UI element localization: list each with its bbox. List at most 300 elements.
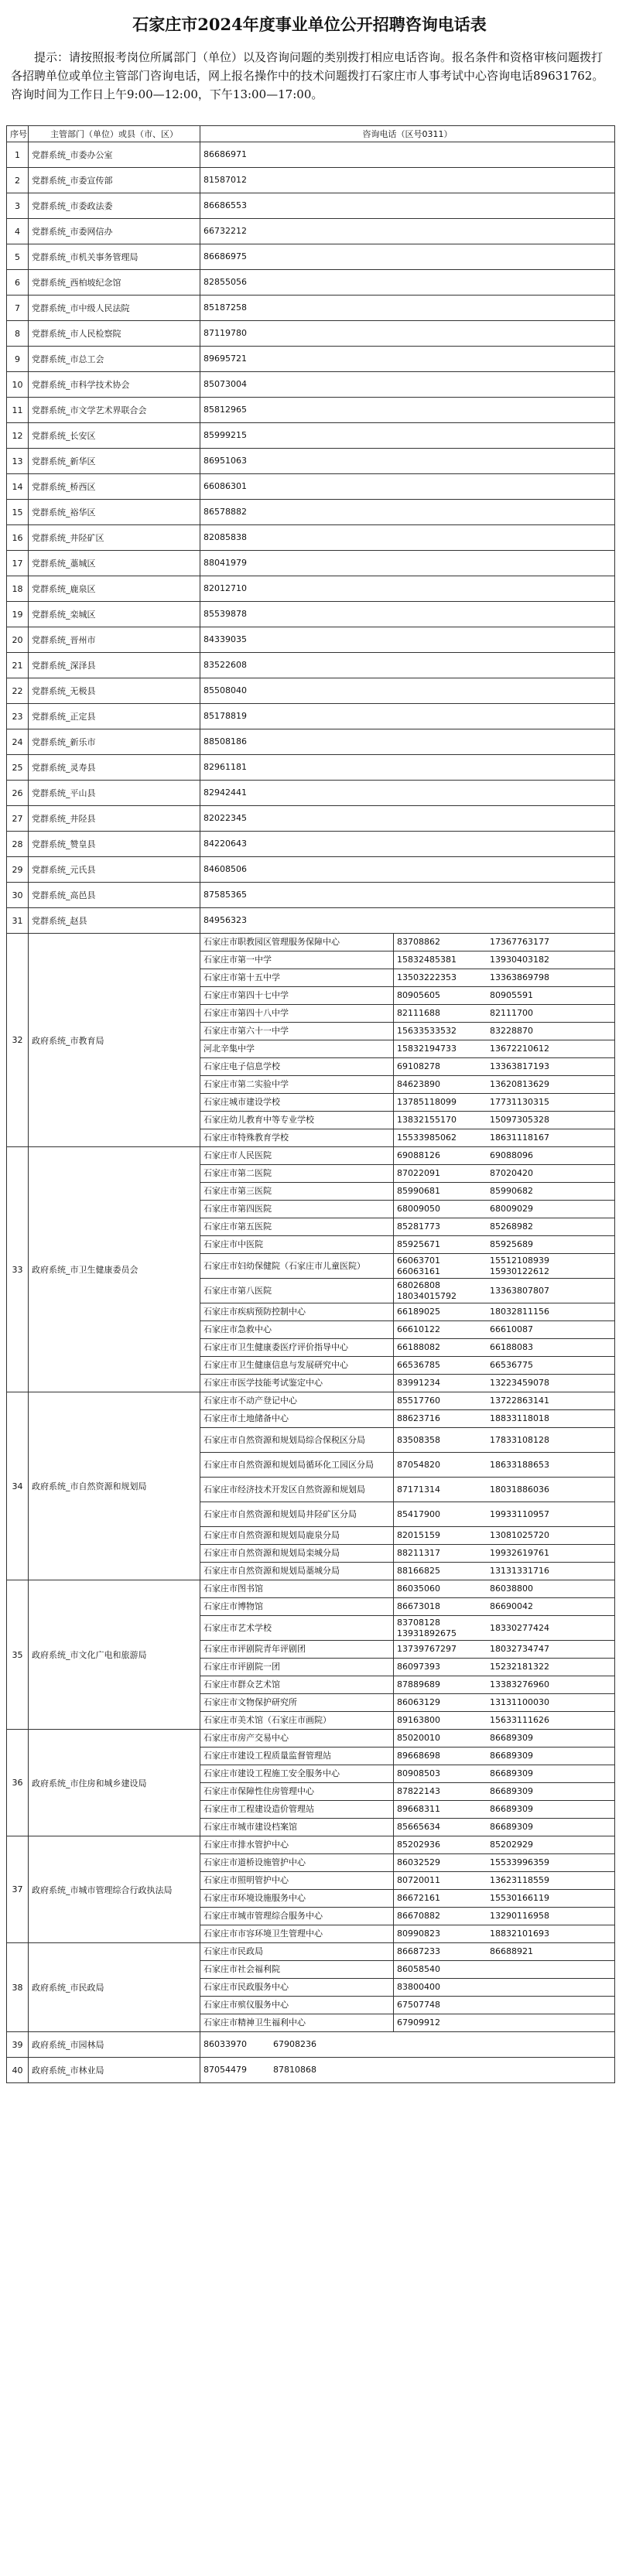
phone-secondary: 67908236 <box>273 2039 316 2049</box>
phone-primary: 87822143 <box>397 1786 440 1796</box>
row-phone: 87585365 <box>200 883 615 908</box>
phone-primary: 69108278 <box>397 1061 440 1071</box>
row-phone: 66732212 <box>200 219 615 244</box>
phone-secondary: 86689309 <box>490 1786 533 1796</box>
unit-name: 石家庄市自然资源和规划局栾城分局 <box>200 1545 394 1563</box>
row-phone: 85073004 <box>200 372 615 398</box>
phone-secondary: 15533996359 <box>490 1857 549 1867</box>
row-dept: 党群系统_新华区 <box>29 449 200 474</box>
phone-primary: 80908503 <box>397 1768 440 1778</box>
phone-secondary: 13620813629 <box>490 1079 549 1089</box>
row-number: 11 <box>7 398 29 423</box>
table-row <box>7 168 615 193</box>
unit-phones <box>394 1279 615 1303</box>
unit-name: 石家庄市美术馆（石家庄市画院） <box>200 1712 394 1730</box>
row-dept: 党群系统_市机关事务管理局 <box>29 244 200 270</box>
unit-name: 石家庄市保障性住房管理中心 <box>200 1783 394 1801</box>
unit-phones <box>394 1580 615 1598</box>
phone-primary: 86063129 <box>397 1697 440 1707</box>
row-dept: 党群系统_市文学艺术界联合会 <box>29 398 200 423</box>
unit-name: 石家庄市环境设施服务中心 <box>200 1890 394 1908</box>
unit-name: 石家庄市第二医院 <box>200 1165 394 1183</box>
unit-phones <box>394 1392 615 1410</box>
unit-name: 石家庄市医学技能考试鉴定中心 <box>200 1375 394 1392</box>
unit-name: 石家庄市工程建设造价管理站 <box>200 1801 394 1819</box>
group-dept: 政府系统_市卫生健康委员会 <box>29 1147 200 1392</box>
unit-name: 石家庄市图书馆 <box>200 1580 394 1598</box>
phone-secondary: 13623118559 <box>490 1875 549 1885</box>
unit-phones <box>394 987 615 1005</box>
phone-primary: 88166825 <box>397 1566 440 1576</box>
header-dept: 主管部门（单位）或县（市、区） <box>29 126 200 142</box>
unit-phones <box>394 1801 615 1819</box>
unit-name: 石家庄电子信息学校 <box>200 1058 394 1076</box>
unit-phones <box>394 1428 615 1453</box>
row-dept: 党群系统_桥西区 <box>29 474 200 500</box>
unit-phones <box>394 1854 615 1872</box>
row-dept: 党群系统_长安区 <box>29 423 200 449</box>
phone-primary: 68009050 <box>397 1204 440 1214</box>
phone-secondary: 87810868 <box>273 2065 316 2075</box>
unit-name: 石家庄市自然资源和规划局藁城分局 <box>200 1563 394 1580</box>
unit-name: 河北辛集中学 <box>200 1040 394 1058</box>
unit-name: 石家庄市道桥设施管护中心 <box>200 1854 394 1872</box>
unit-name: 石家庄市殡仪服务中心 <box>200 1997 394 2014</box>
header-no: 序号 <box>7 126 29 142</box>
unit-phones <box>394 1783 615 1801</box>
phone-primary: 13739767297 <box>397 1644 457 1654</box>
row-dept: 党群系统_新乐市 <box>29 729 200 755</box>
unit-name: 石家庄市急救中心 <box>200 1321 394 1339</box>
table-row <box>7 678 615 704</box>
phone-primary: 89163800 <box>397 1715 440 1725</box>
row-number: 18 <box>7 576 29 602</box>
phone-primary: 15832194733 <box>397 1044 457 1054</box>
unit-name: 石家庄市建设工程施工安全服务中心 <box>200 1765 394 1783</box>
row-phone: 89695721 <box>200 347 615 372</box>
unit-name: 石家庄市城市管理综合服务中心 <box>200 1908 394 1925</box>
row-number: 12 <box>7 423 29 449</box>
unit-name: 石家庄市城市建设档案馆 <box>200 1819 394 1836</box>
row-phone: 85187258 <box>200 296 615 321</box>
phone-secondary: 80905591 <box>490 990 533 1000</box>
table-row <box>7 219 615 244</box>
phone-secondary: 13363807807 <box>490 1285 549 1296</box>
unit-phones <box>394 1453 615 1478</box>
phone-primary: 86687233 <box>397 1946 440 1956</box>
unit-phones <box>394 1979 615 1997</box>
unit-name: 石家庄市中医院 <box>200 1236 394 1254</box>
phone-primary: 80990823 <box>397 1929 440 1939</box>
phone-secondary: 15530166119 <box>490 1893 549 1903</box>
group-dept: 政府系统_市城市管理综合行政执法局 <box>29 1836 200 1943</box>
unit-phones <box>394 1997 615 2014</box>
table-row <box>7 500 615 525</box>
table-row <box>7 525 615 551</box>
table-row <box>7 398 615 423</box>
phone-primary: 83508358 <box>397 1434 440 1445</box>
unit-name: 石家庄市第六十一中学 <box>200 1023 394 1040</box>
row-dept: 党群系统_市总工会 <box>29 347 200 372</box>
unit-phones <box>394 1748 615 1765</box>
phone-table <box>6 125 615 2083</box>
unit-name: 石家庄市精神卫生福利中心 <box>200 2014 394 2032</box>
phone-secondary: 13131100030 <box>490 1697 549 1707</box>
table-row <box>7 474 615 500</box>
phone-primary: 67909912 <box>397 2017 440 2028</box>
phone-primary: 87171314 <box>397 1484 440 1495</box>
unit-name: 石家庄市博物馆 <box>200 1598 394 1616</box>
table-row <box>7 908 615 934</box>
unit-phones <box>394 2014 615 2032</box>
group-dept: 政府系统_市住房和城乡建设局 <box>29 1730 200 1836</box>
phone-primary: 89668311 <box>397 1804 440 1814</box>
table-row <box>7 627 615 653</box>
unit-phones <box>394 1545 615 1563</box>
row-number: 16 <box>7 525 29 551</box>
row-number: 9 <box>7 347 29 372</box>
phone-secondary: 85990682 <box>490 1186 533 1196</box>
row-dept: 党群系统_井陉县 <box>29 806 200 832</box>
row-number: 5 <box>7 244 29 270</box>
row-phone: 86686975 <box>200 244 615 270</box>
unit-name: 石家庄城市建设学校 <box>200 1094 394 1112</box>
phone-secondary: 18633188653 <box>490 1459 549 1470</box>
phone-primary: 83708128 13931892675 <box>397 1617 457 1638</box>
unit-name: 石家庄市评剧院一团 <box>200 1659 394 1676</box>
row-phone: 82942441 <box>200 781 615 806</box>
table-row <box>7 321 615 347</box>
row-dept: 党群系统_市委宣传部 <box>29 168 200 193</box>
row-dept: 党群系统_平山县 <box>29 781 200 806</box>
phone-primary: 15533985062 <box>397 1133 457 1143</box>
table-row <box>7 2032 615 2058</box>
unit-name: 石家庄市第二实验中学 <box>200 1076 394 1094</box>
row-phone: 85539878 <box>200 602 615 627</box>
unit-phones <box>394 1410 615 1428</box>
row-number: 13 <box>7 449 29 474</box>
unit-phones <box>394 1023 615 1040</box>
unit-name: 石家庄市人民医院 <box>200 1147 394 1165</box>
phone-primary: 88211317 <box>397 1548 440 1558</box>
phone-secondary: 13290116958 <box>490 1911 549 1921</box>
table-row <box>7 883 615 908</box>
phone-primary: 66610122 <box>397 1324 440 1334</box>
unit-phones <box>394 1094 615 1112</box>
phone-secondary: 86690042 <box>490 1601 533 1611</box>
phone-primary: 69088126 <box>397 1150 440 1160</box>
unit-name: 石家庄市第三医院 <box>200 1183 394 1201</box>
unit-phones <box>394 1730 615 1748</box>
row-number: 28 <box>7 832 29 857</box>
phone-secondary: 85202929 <box>490 1840 533 1850</box>
table-row <box>7 576 615 602</box>
table-row <box>7 423 615 449</box>
table-header <box>7 126 615 142</box>
phone-primary: 86035060 <box>397 1584 440 1594</box>
phone-primary: 87054820 <box>397 1459 440 1470</box>
row-phone: 88508186 <box>200 729 615 755</box>
group-number: 37 <box>7 1836 29 1943</box>
group-number: 34 <box>7 1392 29 1580</box>
unit-name: 石家庄市第四十七中学 <box>200 987 394 1005</box>
row-phone: 81587012 <box>200 168 615 193</box>
unit-phones <box>394 1112 615 1129</box>
unit-name: 石家庄市社会福利院 <box>200 1961 394 1979</box>
phone-primary: 85281773 <box>397 1221 440 1232</box>
unit-phones <box>394 1836 615 1854</box>
row-phone: 82012710 <box>200 576 615 602</box>
row-number: 4 <box>7 219 29 244</box>
unit-name: 石家庄市照明管护中心 <box>200 1872 394 1890</box>
row-number: 3 <box>7 193 29 219</box>
row-number: 7 <box>7 296 29 321</box>
unit-phones <box>394 1201 615 1218</box>
phone-primary: 85202936 <box>397 1840 440 1850</box>
phone-secondary: 85925689 <box>490 1239 533 1249</box>
phone-secondary: 86689309 <box>490 1822 533 1832</box>
row-phone: 66086301 <box>200 474 615 500</box>
unit-phones <box>394 951 615 969</box>
row-number: 20 <box>7 627 29 653</box>
group-number: 36 <box>7 1730 29 1836</box>
phone-primary: 85020010 <box>397 1733 440 1743</box>
row-phone: 86686553 <box>200 193 615 219</box>
row-phone: 82961181 <box>200 755 615 781</box>
phone-secondary: 17367763177 <box>490 937 549 947</box>
phone-secondary: 68009029 <box>490 1204 533 1214</box>
row-dept: 政府系统_市林业局 <box>29 2058 200 2083</box>
phone-primary: 80720011 <box>397 1875 440 1885</box>
phone-secondary: 15232181322 <box>490 1662 549 1672</box>
unit-phones <box>394 934 615 951</box>
table-row <box>7 729 615 755</box>
phone-secondary: 15512108939 15930122612 <box>490 1255 549 1276</box>
row-phone: 85178819 <box>200 704 615 729</box>
row-phone: 82085838 <box>200 525 615 551</box>
row-phone <box>200 2058 615 2083</box>
phone-primary: 15832485381 <box>397 955 457 965</box>
group-number: 35 <box>7 1580 29 1730</box>
phone-primary: 86033970 <box>203 2039 247 2049</box>
row-phone: 84956323 <box>200 908 615 934</box>
group-sub-row <box>7 1392 615 1410</box>
phone-secondary: 83228870 <box>490 1026 533 1036</box>
group-sub-row <box>7 1836 615 1854</box>
unit-phones <box>394 1961 615 1979</box>
phone-secondary: 15633111626 <box>490 1715 549 1725</box>
phone-secondary: 18833118018 <box>490 1413 549 1423</box>
header-row <box>7 126 615 142</box>
phone-secondary: 86689309 <box>490 1733 533 1743</box>
phone-secondary: 82111700 <box>490 1008 533 1018</box>
unit-name: 石家庄市第四医院 <box>200 1201 394 1218</box>
phone-primary: 66189025 <box>397 1307 440 1317</box>
phone-primary: 86032529 <box>397 1857 440 1867</box>
unit-phones <box>394 1076 615 1094</box>
row-number: 10 <box>7 372 29 398</box>
unit-phones <box>394 1339 615 1357</box>
unit-name: 石家庄市艺术学校 <box>200 1616 394 1641</box>
unit-phones <box>394 969 615 987</box>
unit-phones <box>394 1819 615 1836</box>
row-dept: 党群系统_元氏县 <box>29 857 200 883</box>
unit-name: 石家庄市卫生健康信息与发展研究中心 <box>200 1357 394 1375</box>
row-phone: 82022345 <box>200 806 615 832</box>
phone-secondary: 18330277424 <box>490 1622 549 1633</box>
row-phone: 85508040 <box>200 678 615 704</box>
unit-phones <box>394 1478 615 1502</box>
row-dept: 党群系统_灵寿县 <box>29 755 200 781</box>
unit-phones <box>394 1236 615 1254</box>
group-sub-row <box>7 1147 615 1165</box>
row-phone: 86578882 <box>200 500 615 525</box>
phone-secondary: 19933110957 <box>490 1508 549 1519</box>
unit-name: 石家庄市卫生健康委医疗评价指导中心 <box>200 1339 394 1357</box>
row-dept: 党群系统_栾城区 <box>29 602 200 627</box>
row-dept: 党群系统_西柏坡纪念馆 <box>29 270 200 296</box>
row-number: 27 <box>7 806 29 832</box>
unit-phones <box>394 1694 615 1712</box>
table-row <box>7 244 615 270</box>
unit-name: 石家庄市群众艺术馆 <box>200 1676 394 1694</box>
table-row <box>7 296 615 321</box>
row-phone: 84608506 <box>200 857 615 883</box>
row-number: 39 <box>7 2032 29 2058</box>
unit-name: 石家庄市自然资源和规划局井陉矿区分局 <box>200 1502 394 1527</box>
unit-phones <box>394 1765 615 1783</box>
table-row <box>7 704 615 729</box>
row-phone: 85812965 <box>200 398 615 423</box>
row-phone <box>200 2032 615 2058</box>
phone-primary: 83991234 <box>397 1378 440 1388</box>
row-number: 14 <box>7 474 29 500</box>
row-dept: 党群系统_市委政法委 <box>29 193 200 219</box>
row-dept: 党群系统_无极县 <box>29 678 200 704</box>
phone-primary: 82111688 <box>397 1008 440 1018</box>
phone-primary: 83708862 <box>397 937 440 947</box>
row-dept: 党群系统_市人民检察院 <box>29 321 200 347</box>
unit-name: 石家庄市经济技术开发区自然资源和规划局 <box>200 1478 394 1502</box>
phone-primary: 66536785 <box>397 1360 440 1370</box>
table-row <box>7 755 615 781</box>
phone-primary: 13832155170 <box>397 1115 457 1125</box>
table-row <box>7 449 615 474</box>
unit-name: 石家庄市自然资源和规划局综合保税区分局 <box>200 1428 394 1453</box>
phone-secondary: 13223459078 <box>490 1378 549 1388</box>
unit-phones <box>394 1218 615 1236</box>
phone-secondary: 13672210612 <box>490 1044 549 1054</box>
unit-name: 石家庄市排水管护中心 <box>200 1836 394 1854</box>
phone-primary: 87022091 <box>397 1168 440 1178</box>
table-row <box>7 193 615 219</box>
phone-primary: 86673018 <box>397 1601 440 1611</box>
unit-name: 石家庄市建设工程质量监督管理站 <box>200 1748 394 1765</box>
phone-secondary: 18631118167 <box>490 1133 549 1143</box>
phone-secondary: 13131331716 <box>490 1566 549 1576</box>
unit-phones <box>394 1659 615 1676</box>
phone-secondary: 19932619761 <box>490 1548 549 1558</box>
unit-phones <box>394 1502 615 1527</box>
unit-name: 石家庄市疾病预防控制中心 <box>200 1303 394 1321</box>
row-dept: 党群系统_赞皇县 <box>29 832 200 857</box>
phone-secondary: 86688921 <box>490 1946 533 1956</box>
unit-phones <box>394 1641 615 1659</box>
row-dept: 党群系统_藁城区 <box>29 551 200 576</box>
phone-primary: 82015159 <box>397 1530 440 1540</box>
unit-name: 石家庄市第五医院 <box>200 1218 394 1236</box>
row-dept: 政府系统_市园林局 <box>29 2032 200 2058</box>
unit-name: 石家庄市第八医院 <box>200 1279 394 1303</box>
phone-primary: 89668698 <box>397 1751 440 1761</box>
table-row <box>7 653 615 678</box>
row-number: 25 <box>7 755 29 781</box>
row-dept: 党群系统_鹿泉区 <box>29 576 200 602</box>
table-row <box>7 2058 615 2083</box>
table-row <box>7 806 615 832</box>
row-dept: 党群系统_市委办公室 <box>29 142 200 168</box>
phone-secondary: 13930403182 <box>490 955 549 965</box>
phone-primary: 86672161 <box>397 1893 440 1903</box>
row-number: 19 <box>7 602 29 627</box>
table-row <box>7 781 615 806</box>
table-row <box>7 857 615 883</box>
phone-primary: 80905605 <box>397 990 440 1000</box>
phone-secondary: 13363869798 <box>490 972 549 982</box>
unit-phones <box>394 1357 615 1375</box>
unit-phones <box>394 1616 615 1641</box>
row-number: 24 <box>7 729 29 755</box>
header-phone: 咨询电话（区号0311） <box>200 126 615 142</box>
row-dept: 党群系统_井陉矿区 <box>29 525 200 551</box>
unit-name: 石家庄市房产交易中心 <box>200 1730 394 1748</box>
table-row <box>7 372 615 398</box>
unit-phones <box>394 1147 615 1165</box>
row-phone: 86686971 <box>200 142 615 168</box>
group-sub-row <box>7 1943 615 1961</box>
unit-phones <box>394 1598 615 1616</box>
unit-phones <box>394 1908 615 1925</box>
row-number: 8 <box>7 321 29 347</box>
phone-primary: 68026808 18034015792 <box>397 1279 457 1301</box>
phone-primary: 15633533532 <box>397 1026 457 1036</box>
phone-primary: 85417900 <box>397 1508 440 1519</box>
unit-name: 石家庄市职教园区管理服务保障中心 <box>200 934 394 951</box>
row-number: 1 <box>7 142 29 168</box>
unit-name: 石家庄市市容环境卫生管理中心 <box>200 1925 394 1943</box>
row-dept: 党群系统_深泽县 <box>29 653 200 678</box>
unit-phones <box>394 1925 615 1943</box>
unit-name: 石家庄市土地储备中心 <box>200 1410 394 1428</box>
row-number: 40 <box>7 2058 29 2083</box>
phone-secondary: 66536775 <box>490 1360 533 1370</box>
row-dept: 党群系统_市科学技术协会 <box>29 372 200 398</box>
unit-phones <box>394 1183 615 1201</box>
unit-name: 石家庄市评剧院青年评剧团 <box>200 1641 394 1659</box>
phone-primary: 84623890 <box>397 1079 440 1089</box>
unit-name: 石家庄市文物保护研究所 <box>200 1694 394 1712</box>
phone-primary: 66063701 66063161 <box>397 1255 440 1276</box>
phone-secondary: 85268982 <box>490 1221 533 1232</box>
unit-phones <box>394 1129 615 1147</box>
phone-secondary: 13081025720 <box>490 1530 549 1540</box>
table-row <box>7 602 615 627</box>
phone-secondary: 13722863141 <box>490 1396 549 1406</box>
phone-primary: 87889689 <box>397 1679 440 1689</box>
row-dept: 党群系统_市中级人民法院 <box>29 296 200 321</box>
phone-secondary: 66188083 <box>490 1342 533 1352</box>
unit-phones <box>394 1890 615 1908</box>
